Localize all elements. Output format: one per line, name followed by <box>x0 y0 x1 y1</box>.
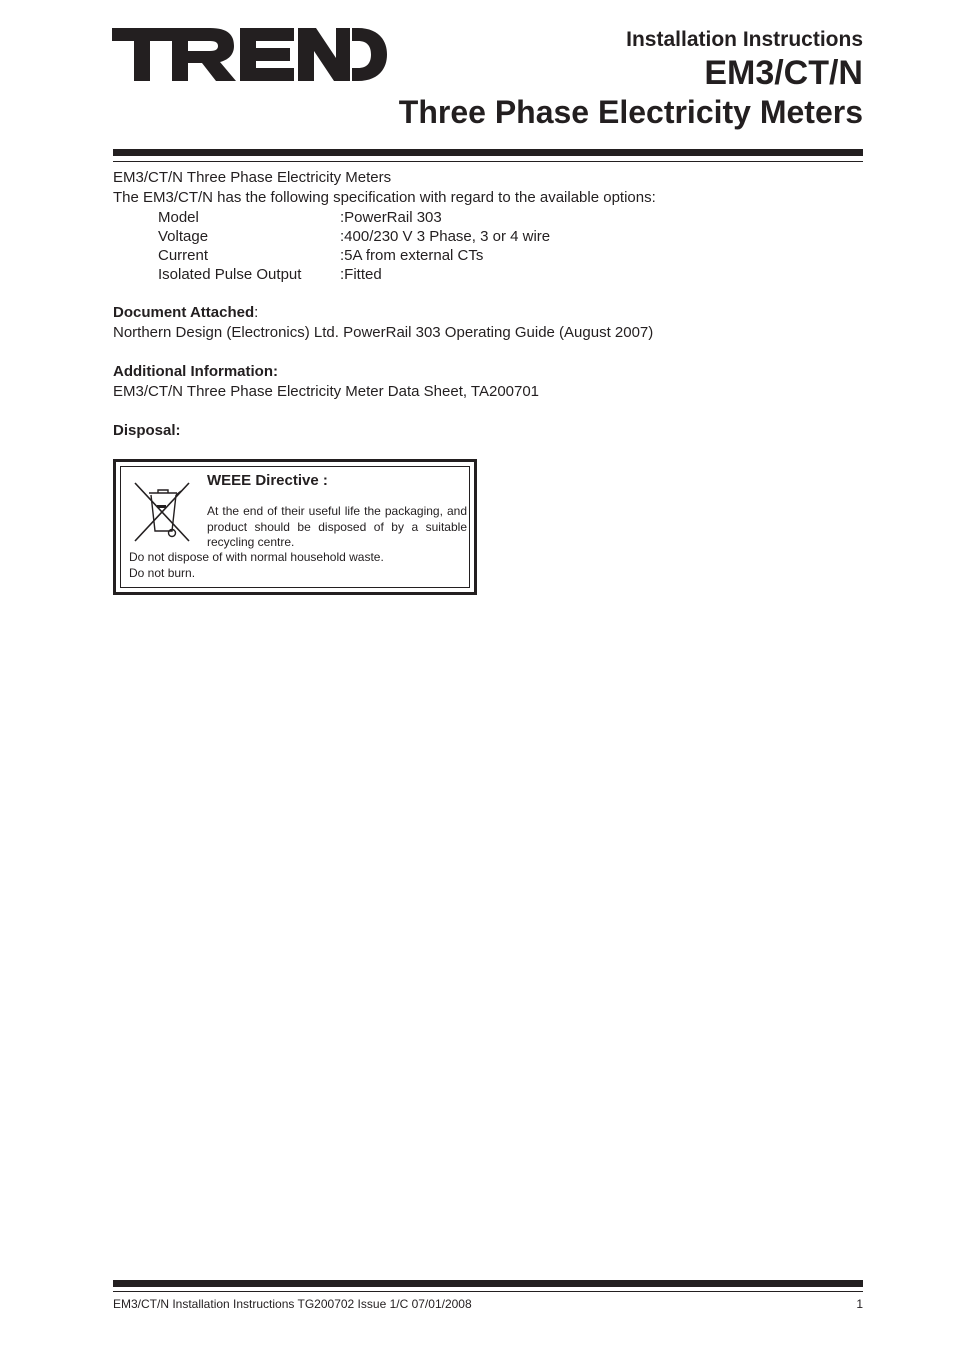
document-attached-text: Northern Design (Electronics) Ltd. PowerRail 303 Operating Guide (August 2007) <box>113 324 654 341</box>
crossed-out-wheelie-bin-icon <box>129 477 195 545</box>
spec-value: :400/230 V 3 Phase, 3 or 4 wire <box>340 228 551 245</box>
trend-logo <box>112 28 387 81</box>
spec-table <box>158 208 550 284</box>
table-row <box>158 208 550 227</box>
weee-line-1: Do not dispose of with normal household waste. <box>129 550 384 564</box>
disposal-heading: Disposal: <box>113 422 181 439</box>
weee-notice-box <box>113 459 477 595</box>
weee-notice-inner <box>120 466 470 588</box>
footer-text: EM3/CT/N Installation Instructions TG200702 Issue 1/C 07/01/2008 <box>113 1297 472 1311</box>
document-attached-heading <box>113 303 853 323</box>
spec-label: Voltage <box>158 228 209 245</box>
additional-info-text: EM3/CT/N Three Phase Electricity Meter Data Sheet, TA200701 <box>113 383 540 400</box>
header-rule-thin <box>113 161 863 162</box>
footer-rule-thin <box>113 1291 863 1292</box>
product-title: Three Phase Electricity Meters <box>398 94 863 130</box>
spec-value: :5A from external CTs <box>340 247 484 264</box>
spec-label: Current <box>158 247 209 264</box>
weee-line-2: Do not burn. <box>129 566 196 580</box>
document-type: Installation Instructions <box>626 28 863 51</box>
intro-line-1: EM3/CT/N Three Phase Electricity Meters <box>113 169 392 186</box>
table-row <box>158 246 550 265</box>
header-rule-thick <box>113 149 863 156</box>
additional-info-heading: Additional Information: <box>113 363 278 380</box>
page-number: 1 <box>856 1297 863 1311</box>
footer-rule-thick <box>113 1280 863 1287</box>
document-body <box>113 168 853 441</box>
table-row <box>158 227 550 246</box>
spec-value: :PowerRail 303 <box>340 209 442 226</box>
spec-value: :Fitted <box>340 266 382 283</box>
spec-label: Isolated Pulse Output <box>158 266 302 283</box>
spec-label: Model <box>158 209 199 226</box>
document-attached-colon: : <box>254 304 259 321</box>
weee-title: WEEE Directive : <box>207 472 328 489</box>
table-row <box>158 265 550 284</box>
intro-line-2: The EM3/CT/N has the following specification with regard to the available options: <box>113 189 656 206</box>
weee-text: At the end of their useful life the packaging, and product should be disposed of by a suitable recycling centre. <box>207 504 467 549</box>
document-attached-heading-text: Document Attached <box>113 304 255 321</box>
product-code: EM3/CT/N <box>704 54 863 92</box>
document-header <box>399 26 863 132</box>
